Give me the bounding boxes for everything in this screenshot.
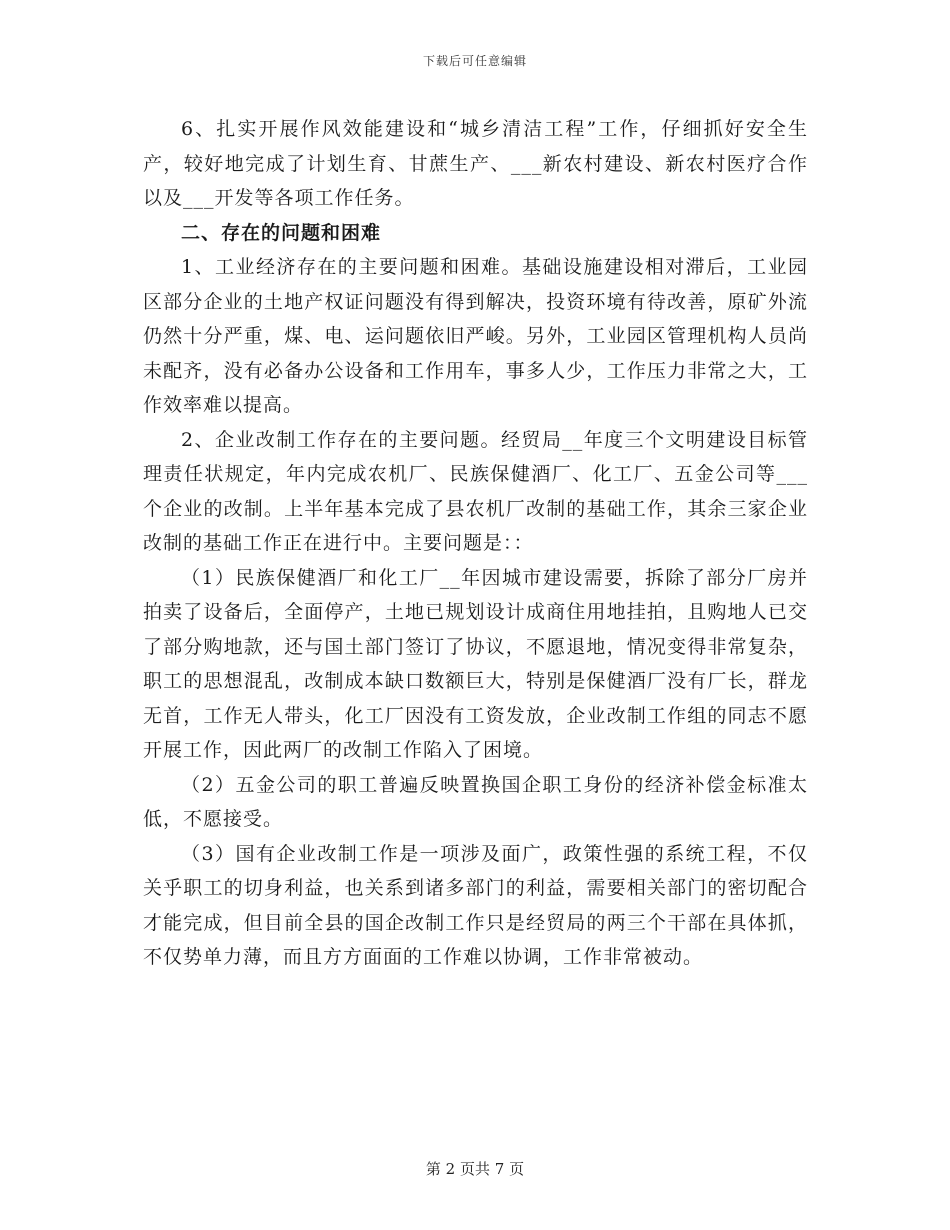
paragraph-item-6: 6、扎实开展作风效能建设和“城乡清洁工程”工作，仔细抓好安全生产，较好地完成了计划生育、甘蔗生产、___新农村建设、新农村医疗合作以及___开发等各项工作任务。	[143, 118, 808, 209]
paragraph-sub-3: （3）国有企业改制工作是一项涉及面广，政策性强的系统工程，不仅关乎职工的切身利益，也关系到诸多部门的利益，需要相关部门的密切配合才能完成，但目前全县的国企改制工作只是经贸局的两三个干部在具体抓，不仅势单力薄，而且方方面面的工作难以协调，工作非常被动。	[143, 842, 808, 968]
page-number: 第 2 页共 7 页	[425, 1160, 525, 1178]
paragraph-enterprise-reform: 2、企业改制工作存在的主要问题。经贸局__年度三个文明建设目标管理责任状规定，年内完成农机厂、民族保健酒厂、化工厂、五金公司等___个企业的改制。上半年基本完成了县农机厂改制的基础工作，其余三家企业改制的基础工作正在进行中。主要问题是：：	[143, 428, 808, 554]
paragraph-industrial-economy: 1、工业经济存在的主要问题和困难。基础设施建设相对滞后，工业园区部分企业的土地产权证问题没有得到解决，投资环境有待改善，原矿外流仍然十分严重，煤、电、运问题依旧严峻。另外，工业园区管理机构人员尚未配齐，没有必备办公设备和工作用车，事多人少，工作压力非常之大，工作效率难以提高。	[143, 256, 808, 416]
paragraph-sub-2: （2）五金公司的职工普遍反映置换国企职工身份的经济补偿金标准太低，不愿接受。	[143, 773, 808, 830]
paragraph-sub-1: （1）民族保健酒厂和化工厂__年因城市建设需要，拆除了部分厂房并拍卖了设备后，全面停产，土地已规划设计成商住用地挂拍，且购地人已交了部分购地款，还与国土部门签订了协议，不愿退地，情况变得非常复杂，职工的思想混乱，改制成本缺口数额巨大，特别是保健酒厂没有厂长，群龙无首，工作无人带头，化工厂因没有工资发放，企业改制工作组的同志不愿开展工作，因此两厂的改制工作陷入了困境。	[143, 566, 808, 761]
document-body	[143, 112, 808, 975]
header-note: 下载后可任意编辑	[422, 54, 527, 68]
section-heading-problems: 二、存在的问题和困难	[181, 221, 382, 244]
